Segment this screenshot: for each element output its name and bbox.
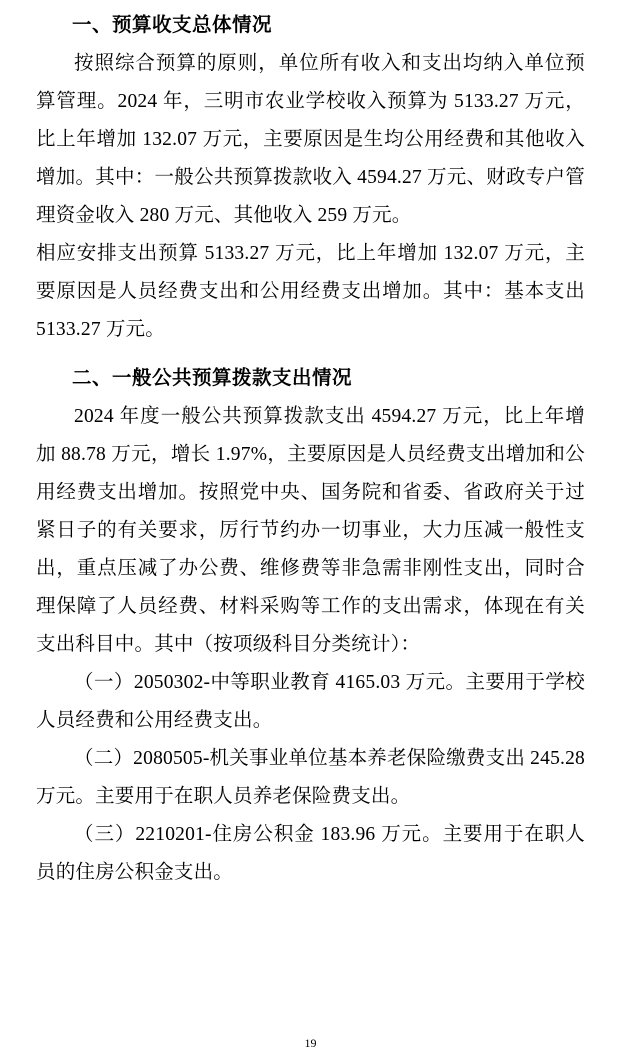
page-number: 19	[304, 1036, 317, 1050]
paragraph-2-4: （三）2210201-住房公积金 183.96 万元。主要用于在职人员的住房公积金支出。	[36, 824, 585, 883]
paragraph-2-2: （一）2050302-中等职业教育 4165.03 万元。主要用于学校人员经费和公用经费支出。	[36, 672, 585, 731]
paragraph-1-1: 按照综合预算的原则，单位所有收入和支出均纳入单位预算管理。2024 年，三明市农业学校收入预算为 5133.27 万元，比上年增加 132.07 万元，主要原因是生均公用经费和其他收入增加。其中：一般公共预算拨款收入 4594.27 万元、财政专户管理资金收入 280 万元、其他收入 259 万元。	[36, 53, 585, 226]
paragraph-2-3: （二）2080505-机关事业单位基本养老保险缴费支出 245.28 万元。主要用于在职人员养老保险费支出。	[36, 748, 585, 807]
section-heading-1: 一、预算收支总体情况	[72, 13, 273, 36]
section-heading-2: 二、一般公共预算拨款支出情况	[72, 366, 353, 389]
paragraph-2-1: 2024 年度一般公共预算拨款支出 4594.27 万元，比上年增加 88.78 万元，增长 1.97%，主要原因是人员经费支出增加和公用经费支出增加。按照党中央、国务院和省委、省政府关于过紧日子的有关要求，厉行节约办一切事业，大力压减一般性支出，重点压减了办公费、维修费等非急需非刚性支出，同时合理保障了人员经费、材料采购等工作的支出需求，体现在有关支出科目中。其中（按项级科目分类统计）：	[36, 406, 585, 655]
paragraph-1-2: 相应安排支出预算 5133.27 万元，比上年增加 132.07 万元，主要原因是人员经费支出和公用经费支出增加。其中：基本支出 5133.27 万元。	[36, 243, 585, 340]
